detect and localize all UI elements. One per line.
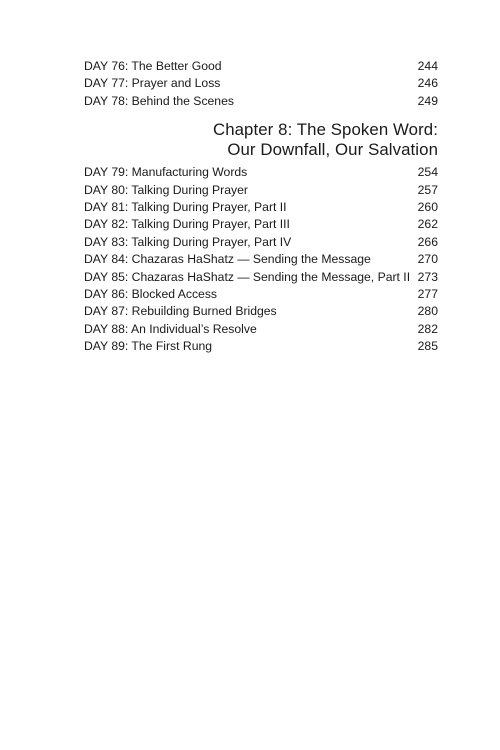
toc-entry-page-number: 277 xyxy=(417,286,438,301)
toc-entry-page-number: 246 xyxy=(417,76,438,91)
toc-entry xyxy=(84,338,438,355)
toc-entry-page-number: 270 xyxy=(417,252,438,267)
toc-entry-title: DAY 87: Rebuilding Burned Bridges xyxy=(84,304,277,319)
toc-entry-page-number: 260 xyxy=(417,199,438,214)
toc-entry xyxy=(84,58,438,75)
toc-entry-page-number: 257 xyxy=(417,182,438,197)
toc-entry-title: DAY 81: Talking During Prayer, Part II xyxy=(84,199,287,214)
toc-list-before xyxy=(84,58,438,110)
toc-entry xyxy=(84,321,438,338)
toc-entry-title: DAY 85: Chazaras HaShatz — Sending the Message, Part II xyxy=(84,269,411,284)
toc-entry xyxy=(84,199,438,216)
chapter-heading xyxy=(84,120,438,160)
chapter-title-line-1: Chapter 8: The Spoken Word: xyxy=(212,120,438,140)
toc-entry xyxy=(84,303,438,320)
toc-entry-page-number: 285 xyxy=(417,339,438,354)
toc-entry-title: DAY 88: An Individual’s Resolve xyxy=(84,321,257,336)
toc-entry-title: DAY 86: Blocked Access xyxy=(84,286,218,301)
toc-entry-page-number: 254 xyxy=(417,165,438,180)
toc-entry-page-number: 266 xyxy=(417,234,438,249)
toc-entry xyxy=(84,93,438,110)
toc-list-after xyxy=(84,164,438,355)
toc-entry-title: DAY 84: Chazaras HaShatz — Sending the Message xyxy=(84,252,371,267)
toc-entry-page-number: 273 xyxy=(417,269,438,284)
toc-entry xyxy=(84,251,438,268)
toc-entry-title: DAY 77: Prayer and Loss xyxy=(84,76,221,91)
toc-entry-title: DAY 80: Talking During Prayer xyxy=(84,182,248,197)
toc-entry xyxy=(84,286,438,303)
toc-entry-title: DAY 83: Talking During Prayer, Part IV xyxy=(84,234,292,249)
toc-entry-title: DAY 78: Behind the Scenes xyxy=(84,93,234,108)
table-of-contents xyxy=(84,58,438,355)
toc-entry xyxy=(84,216,438,233)
toc-entry xyxy=(84,269,438,286)
toc-entry-title: DAY 76: The Better Good xyxy=(84,59,222,73)
toc-entry-title: DAY 79: Manufacturing Words xyxy=(84,165,248,180)
toc-entry-title: DAY 89: The First Rung xyxy=(84,339,213,354)
toc-entry xyxy=(84,75,438,92)
toc-entry xyxy=(84,234,438,251)
toc-entry-page-number: 244 xyxy=(417,59,438,73)
toc-entry xyxy=(84,164,438,181)
toc-entry-title: DAY 82: Talking During Prayer, Part III xyxy=(84,217,290,232)
toc-entry-page-number: 262 xyxy=(417,217,438,232)
toc-entry-page-number: 282 xyxy=(417,321,438,336)
toc-entry xyxy=(84,182,438,199)
toc-entry-page-number: 249 xyxy=(417,93,438,108)
toc-entry-page-number: 280 xyxy=(417,304,438,319)
chapter-title-line-2: Our Downfall, Our Salvation xyxy=(227,140,438,160)
